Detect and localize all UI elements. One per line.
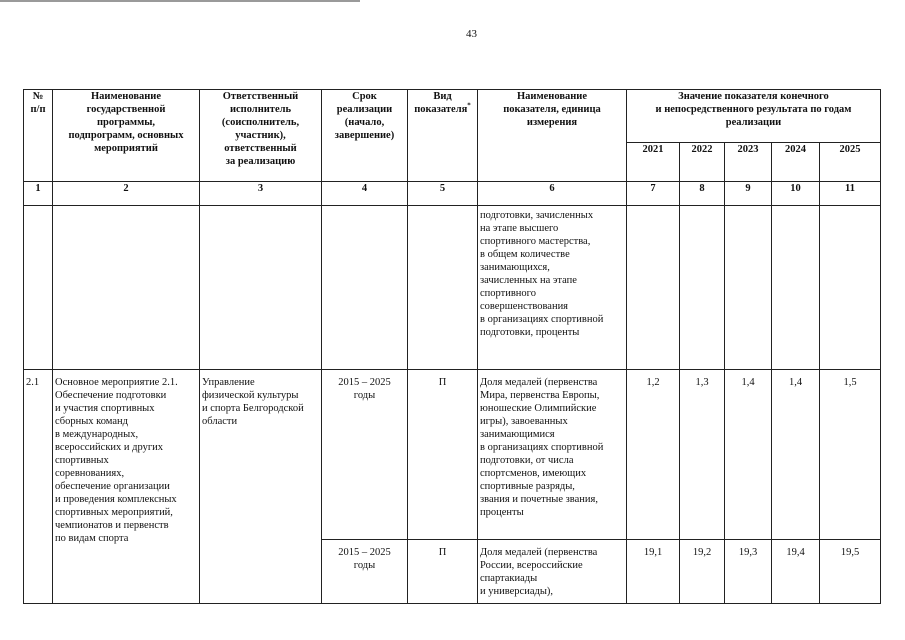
header-year: 2024 — [772, 143, 820, 182]
top-border-line — [0, 0, 360, 2]
header-indicator-type — [408, 90, 478, 182]
column-numbers-row — [24, 182, 881, 206]
column-number: 11 — [820, 182, 881, 206]
value-2024: 19,4 — [772, 540, 820, 604]
column-number: 4 — [322, 182, 408, 206]
header-footnote-mark: * — [467, 101, 471, 110]
program-table — [23, 89, 881, 604]
value-2021: 1,2 — [627, 370, 680, 540]
value-2023: 19,3 — [725, 540, 772, 604]
header-row — [24, 90, 881, 143]
measure-name: Основное мероприятие 2.1. Обеспечение подготовки и участия спортивных сборных команд в международных, всероссийских и других спортивных соревнованиях, обеспечение организации и проведения комплексных спортивных мероприятий, чемпионатов и первенств по видам спорта — [53, 370, 200, 604]
header-period: Срок реализации (начало, завершение) — [322, 90, 408, 182]
column-number: 9 — [725, 182, 772, 206]
column-number: 8 — [680, 182, 725, 206]
column-number: 3 — [200, 182, 322, 206]
row-number: 2.1 — [24, 370, 53, 604]
column-number: 2 — [53, 182, 200, 206]
indicator-type: П — [408, 370, 478, 540]
value-2022: 19,2 — [680, 540, 725, 604]
continued-indicator-name: подготовки, зачисленных на этапе высшего спортивного мастерства, в общем количестве занимающихся, зачисленных на этапе спортивного совершенствования в организациях спортивной подготовки, проценты — [478, 206, 627, 370]
header-indicator-type-label: Вид показателя — [414, 91, 468, 115]
page-number: 43 — [466, 28, 477, 40]
column-number: 6 — [478, 182, 627, 206]
value-2024: 1,4 — [772, 370, 820, 540]
value-2025: 19,5 — [820, 540, 881, 604]
column-number: 1 — [24, 182, 53, 206]
indicator-type: П — [408, 540, 478, 604]
header-year: 2022 — [680, 143, 725, 182]
indicator-name: Доля медалей (первенства России, всероссийские спартакиады и универсиады), — [478, 540, 627, 604]
column-number: 10 — [772, 182, 820, 206]
header-executor: Ответственный исполнитель (соисполнитель, участник), ответственный за реализацию — [200, 90, 322, 182]
header-number: № п/п — [24, 90, 53, 182]
column-number: 7 — [627, 182, 680, 206]
header-year: 2025 — [820, 143, 881, 182]
period: 2015 – 2025 годы — [322, 540, 408, 604]
header-year: 2021 — [627, 143, 680, 182]
indicator-name: Доля медалей (первенства Мира, первенства Европы, юношеские Олимпийские игры), завоеванных занимающимися в организациях спортивной подготовки, от числа спортсменов, имеющих спортивные разряды, звания и почетные звания, проценты — [478, 370, 627, 540]
continuation-row — [24, 206, 881, 370]
executor-name: Управление физической культуры и спорта Белгородской области — [200, 370, 322, 604]
header-indicator-name: Наименование показателя, единица измерения — [478, 90, 627, 182]
header-year: 2023 — [725, 143, 772, 182]
value-2022: 1,3 — [680, 370, 725, 540]
value-2023: 1,4 — [725, 370, 772, 540]
value-2025: 1,5 — [820, 370, 881, 540]
header-values-group: Значение показателя конечного и непосредственного результата по годам реализации — [627, 90, 881, 143]
period: 2015 – 2025 годы — [322, 370, 408, 540]
value-2021: 19,1 — [627, 540, 680, 604]
table-row-2-1-a — [24, 370, 881, 540]
header-program-name: Наименование государственной программы, подпрограмм, основных мероприятий — [53, 90, 200, 182]
column-number: 5 — [408, 182, 478, 206]
